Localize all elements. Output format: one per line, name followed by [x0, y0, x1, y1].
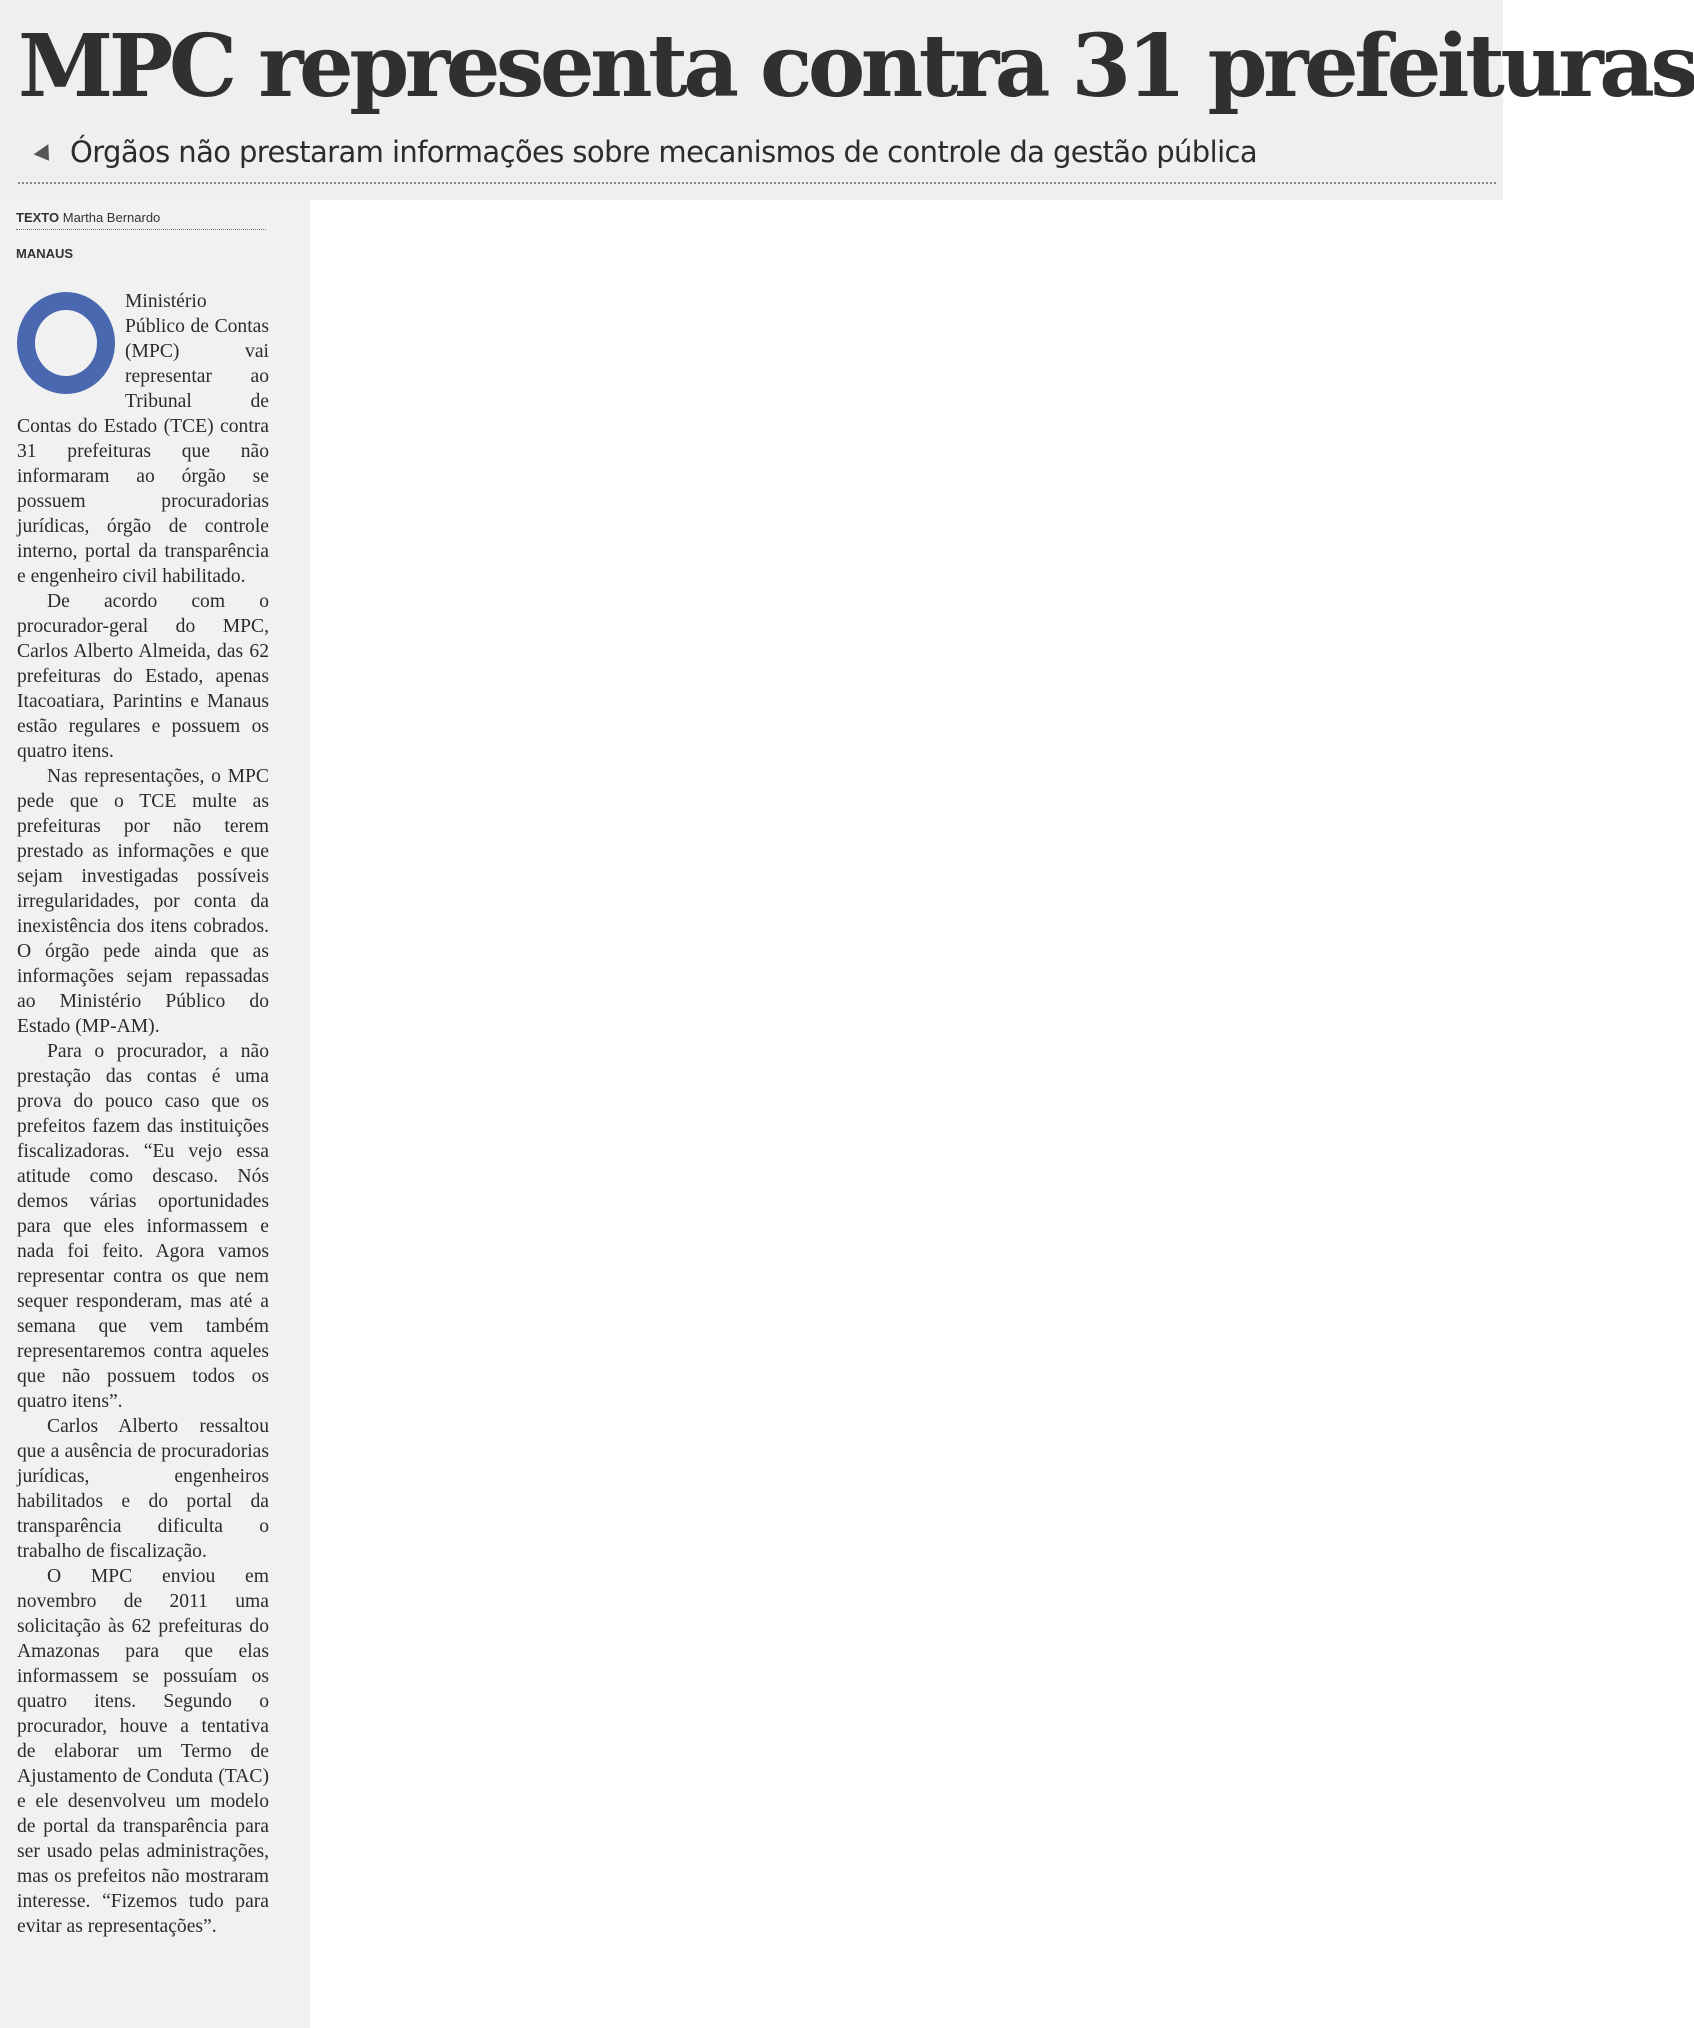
article-paragraph-1: Ministério Público de Contas (MPC) vai representar ao Tribunal de Contas do Estado (TCE) contra 31 prefeituras que não informaram ao órgão se possuem procuradorias jurídicas, órgão de controle interno, portal da transparência e engenheiro civil habilitado.	[17, 291, 269, 587]
dropcap	[17, 299, 115, 387]
article-body	[17, 289, 269, 1939]
subheadline-text: Órgãos não prestaram informações sobre mecanismos de controle da gestão pública	[70, 135, 1258, 169]
dateline: MANAUS	[16, 246, 74, 261]
article-paragraph-4: Para o procurador, a não prestação das contas é uma prova do pouco caso que os prefeitos fazem das instituições fiscalizadoras. “Eu vejo essa atitude como descaso. Nós demos várias oportunidades para que eles informassem e nada foi feito. Agora vamos representar contra os que nem sequer responderam, mas até a semana que vem também representaremos contra aqueles que não possuem todos os quatro itens”.	[17, 1041, 269, 1412]
headline: MPC representa contra 31 prefeituras	[18, 16, 1694, 117]
byline-label: TEXTO	[16, 210, 60, 225]
subheadline	[36, 128, 1496, 176]
article-paragraph-6: O MPC enviou em novembro de 2011 uma solicitação às 62 prefeituras do Amazonas para que elas informassem se possuíam os quatro itens. Segundo o procurador, houve a tentativa de elaborar um Termo de Ajustamento de Conduta (TAC) e ele desenvolveu um modelo de portal da transparência para ser usado pelas administrações, mas os prefeitos não mostraram interesse. “Fizemos tudo para evitar as representações”.	[17, 1566, 269, 1937]
article-paragraph-3: Nas representações, o MPC pede que o TCE multe as prefeituras por não terem prestado as informações e que sejam investigadas possíveis irregularidades, por conta da inexistência dos itens cobrados. O órgão pede ainda que as informações sejam repassadas ao Ministério Público do Estado (MP-AM).	[17, 766, 269, 1037]
dropcap-letter-o	[17, 292, 115, 394]
arrow-icon	[34, 144, 57, 166]
subhead-divider	[18, 182, 1496, 184]
byline	[16, 210, 266, 230]
article-paragraph-2: De acordo com o procurador-geral do MPC, Carlos Alberto Almeida, das 62 prefeituras do Estado, apenas Itacoatiara, Parintins e Manaus estão regulares e possuem os quatro itens.	[17, 591, 269, 762]
article-paragraph-5: Carlos Alberto ressaltou que a ausência de procuradorias jurídicas, engenheiros habilitados e do portal da transparência dificulta o trabalho de fiscalização.	[17, 1416, 269, 1562]
byline-author: Martha Bernardo	[62, 210, 161, 225]
